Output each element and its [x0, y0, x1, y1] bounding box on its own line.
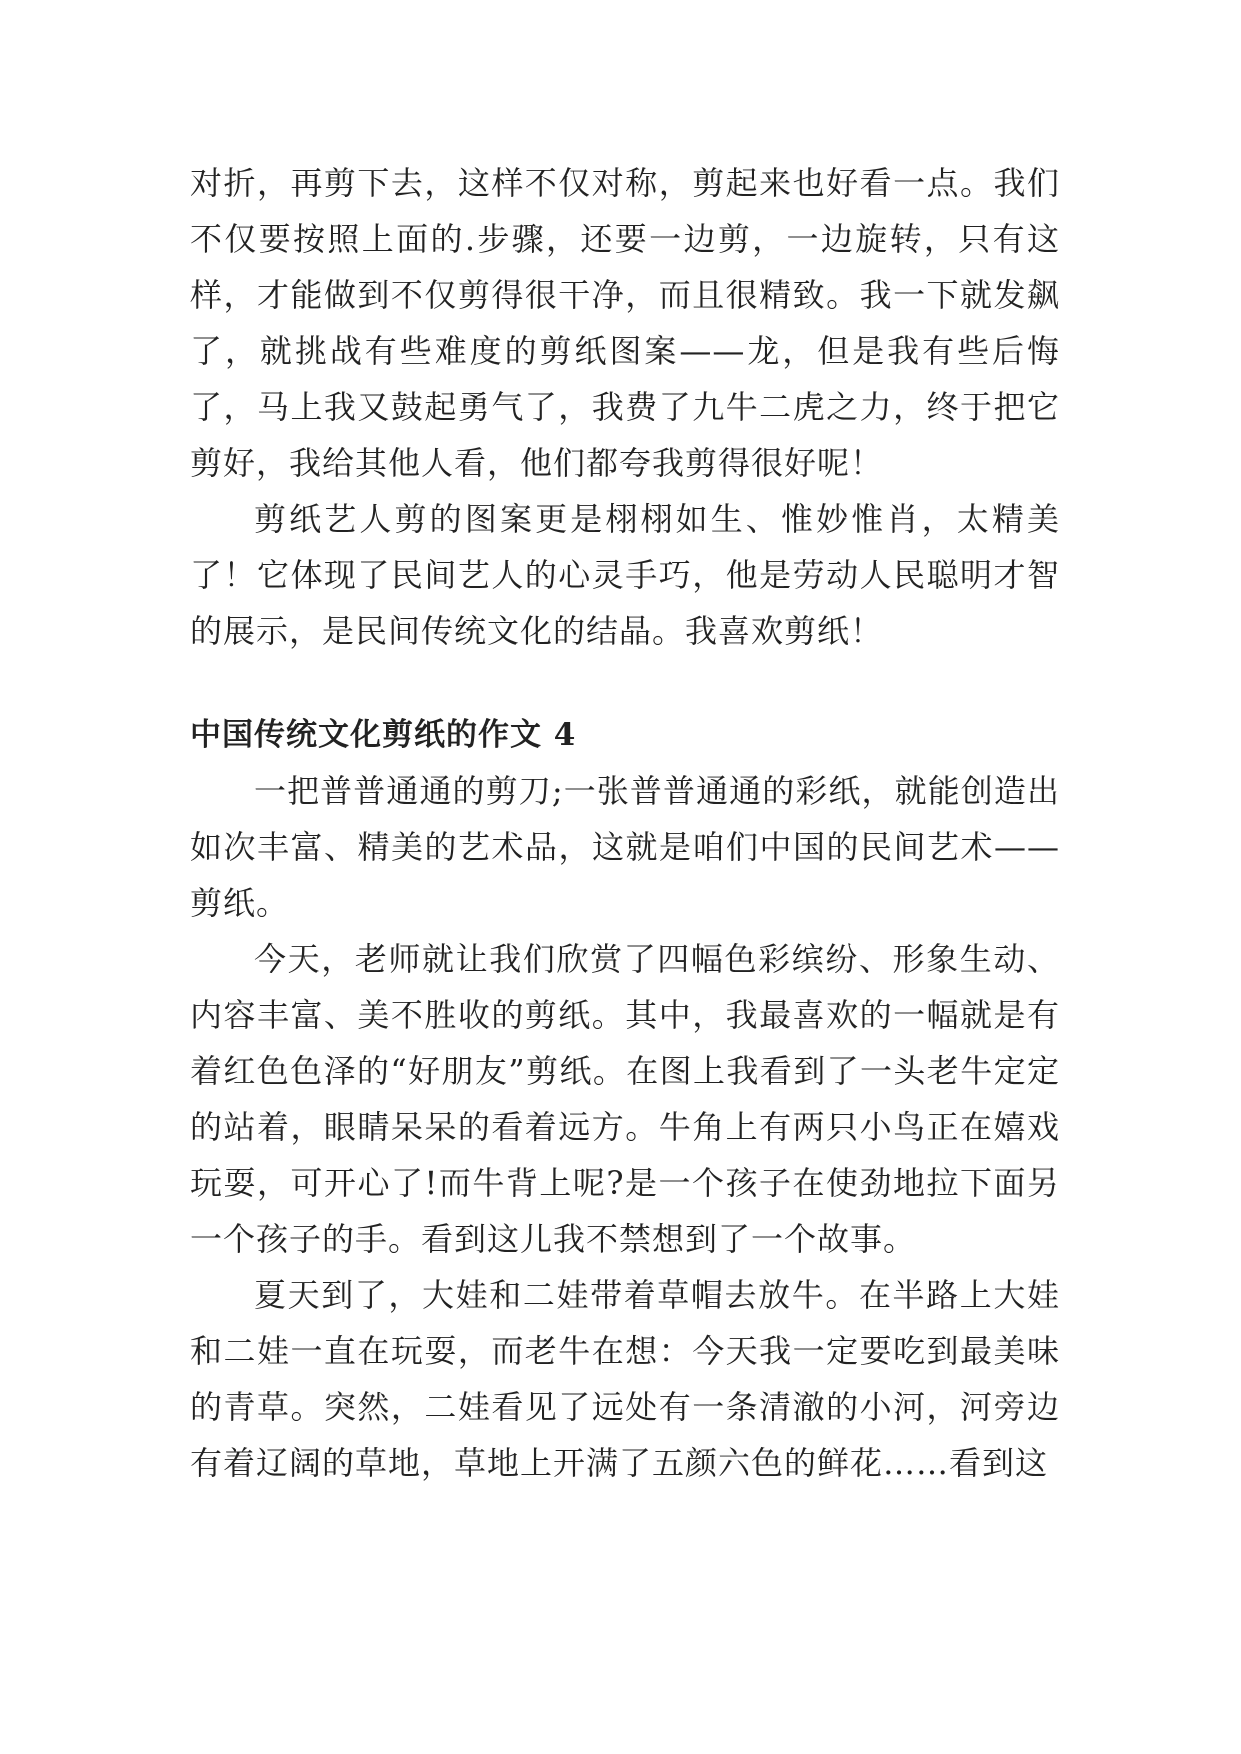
paragraph-3: 一把普普通通的剪刀;一张普普通通的彩纸，就能创造出如次丰富、精美的艺术品，这就是咱们中国的民间艺术——剪纸。: [190, 772, 1060, 922]
paragraph-5: 夏天到了，大娃和二娃带着草帽去放牛。在半路上大娃和二娃一直在玩耍，而老牛在想：今天我一定要吃到最美味的青草。突然，二娃看见了远处有一条清澈的小河，河旁边有着辽阔的草地，草地上开满了五颜六色的鲜花……看到这: [190, 1276, 1060, 1482]
document-body: [190, 155, 1060, 1491]
paragraph-2: 剪纸艺人剪的图案更是栩栩如生、惟妙惟肖，太精美了！它体现了民间艺人的心灵手巧，他是劳动人民聪明才智的展示，是民间传统文化的结晶。我喜欢剪纸！: [190, 500, 1060, 650]
section-heading: 中国传统文化剪纸的作文 4: [190, 717, 577, 753]
paragraph-4: 今天，老师就让我们欣赏了四幅色彩缤纷、形象生动、内容丰富、美不胜收的剪纸。其中，我最喜欢的一幅就是有着红色色泽的“好朋友”剪纸。在图上我看到了一头老牛定定的站着，眼睛呆呆的看着远方。牛角上有两只小鸟正在嬉戏玩耍，可开心了!而牛背上呢?是一个孩子在使劲地拉下面另一个孩子的手。看到这儿我不禁想到了一个故事。: [190, 940, 1060, 1258]
paragraph-1: 对折，再剪下去，这样不仅对称，剪起来也好看一点。我们不仅要按照上面的.步骤，还要一边剪，一边旋转，只有这样，才能做到不仅剪得很干净，而且很精致。我一下就发飙了，就挑战有些难度的剪纸图案——龙，但是我有些后悔了，马上我又鼓起勇气了，我费了九牛二虎之力，终于把它剪好，我给其他人看，他们都夸我剪得很好呢！: [190, 164, 1060, 482]
